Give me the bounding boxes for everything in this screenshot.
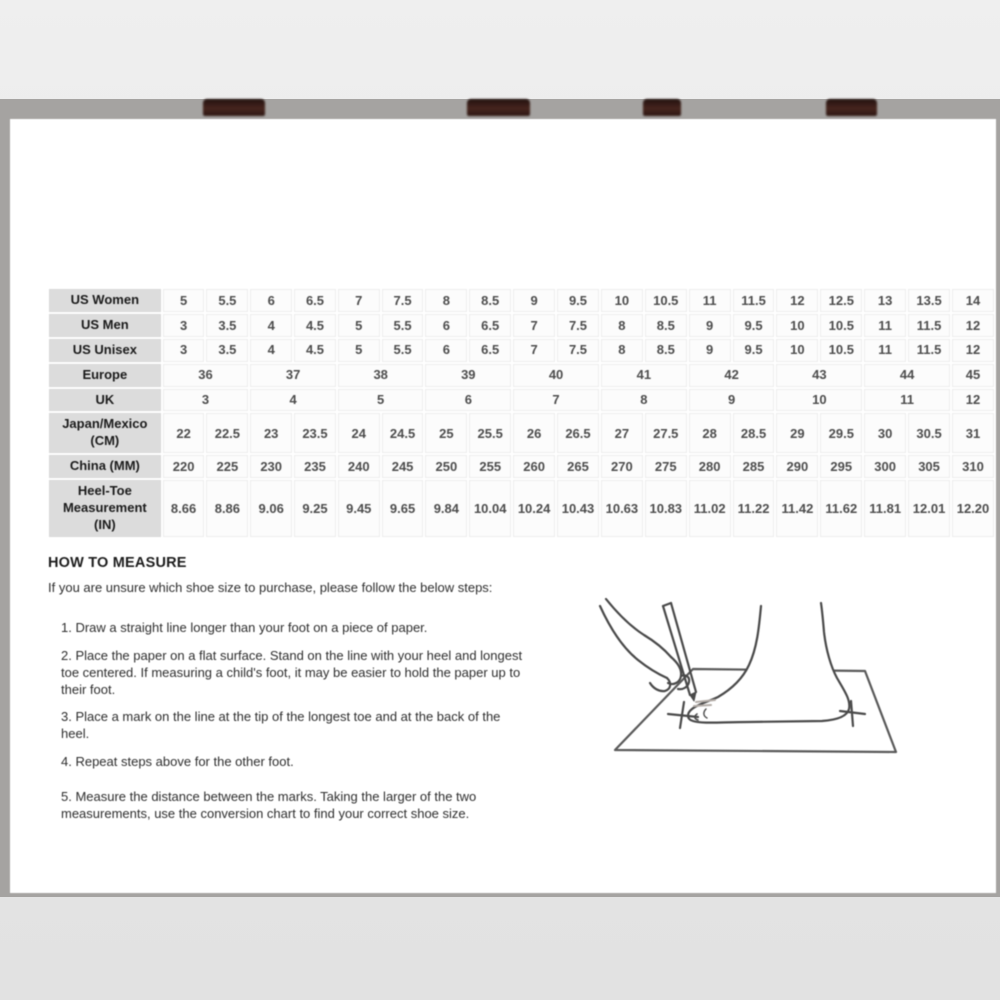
- boot-sole-shape: [203, 99, 265, 116]
- size-value-cell: 10: [776, 314, 818, 337]
- size-value-cell: 3.5: [206, 339, 248, 362]
- how-to-heading: HOW TO MEASURE: [48, 555, 187, 571]
- size-value-cell: 24: [338, 413, 380, 453]
- row-label: US Women: [49, 289, 161, 312]
- size-value-cell: 6.5: [469, 314, 511, 337]
- size-value-cell: 240: [338, 455, 380, 478]
- foot-measurement-illustration: [560, 570, 940, 792]
- size-value-cell: 300: [864, 455, 906, 478]
- hand-thumb: [650, 678, 670, 691]
- size-value-cell: 8: [601, 389, 687, 412]
- size-value-cell: 7: [513, 314, 555, 337]
- size-value-cell: 3: [163, 314, 205, 337]
- size-value-cell: 10.83: [645, 480, 687, 537]
- size-value-cell: 10: [601, 289, 643, 312]
- row-label: UK: [49, 389, 161, 412]
- size-value-cell: 7.5: [557, 314, 599, 337]
- size-value-cell: 255: [469, 455, 511, 478]
- size-value-cell: 11.81: [864, 480, 906, 537]
- table-row: [49, 364, 994, 387]
- size-value-cell: 22: [163, 413, 205, 453]
- size-value-cell: 45: [952, 364, 994, 387]
- size-value-cell: 28: [689, 413, 731, 453]
- size-value-cell: 235: [294, 455, 336, 478]
- size-value-cell: 4.5: [294, 314, 336, 337]
- size-value-cell: 290: [776, 455, 818, 478]
- size-value-cell: 245: [382, 455, 424, 478]
- size-value-cell: 9: [689, 339, 731, 362]
- size-value-cell: 12.20: [952, 480, 994, 537]
- size-value-cell: 29.5: [820, 413, 862, 453]
- size-value-cell: 9.06: [250, 480, 292, 537]
- how-to-step: 5. Measure the distance between the marks. Taking the larger of the two measurements, use the conversion chart to find your correct shoe size.: [61, 789, 477, 822]
- size-value-cell: 9: [513, 289, 555, 312]
- size-value-cell: 6: [425, 389, 511, 412]
- size-value-cell: 11.42: [776, 480, 818, 537]
- size-value-cell: 29: [776, 413, 818, 453]
- size-value-cell: 4: [250, 339, 292, 362]
- size-value-cell: 6: [425, 314, 467, 337]
- size-value-cell: 3: [163, 389, 249, 412]
- size-value-cell: 4: [250, 314, 292, 337]
- size-chart-table: [47, 287, 996, 539]
- size-value-cell: 24.5: [382, 413, 424, 453]
- table-row: [49, 314, 994, 337]
- size-value-cell: 30: [864, 413, 906, 453]
- size-value-cell: 12.5: [820, 289, 862, 312]
- size-value-cell: 4.5: [294, 339, 336, 362]
- size-value-cell: 5: [338, 314, 380, 337]
- size-value-cell: 8.5: [645, 314, 687, 337]
- boot-sole-shape: [826, 99, 877, 116]
- size-value-cell: 8: [601, 339, 643, 362]
- size-value-cell: 9: [689, 389, 775, 412]
- size-value-cell: 6: [250, 289, 292, 312]
- size-value-cell: 265: [557, 455, 599, 478]
- size-value-cell: 230: [250, 455, 292, 478]
- how-to-step: 4. Repeat steps above for the other foot.: [61, 754, 294, 770]
- size-value-cell: 11.02: [689, 480, 731, 537]
- size-value-cell: 6: [425, 339, 467, 362]
- size-value-cell: 12.01: [908, 480, 950, 537]
- size-value-cell: 310: [952, 455, 994, 478]
- foot-outline: [688, 603, 849, 723]
- size-value-cell: 5: [338, 389, 424, 412]
- how-to-steps: [48, 620, 530, 823]
- how-to-step: 1. Draw a straight line longer than your foot on a piece of paper.: [61, 619, 428, 635]
- size-value-cell: 25.5: [469, 413, 511, 453]
- size-value-cell: 275: [645, 455, 687, 478]
- size-value-cell: 5.5: [382, 339, 424, 362]
- size-value-cell: 220: [163, 455, 205, 478]
- row-label: US Unisex: [49, 339, 161, 362]
- size-value-cell: 9.5: [733, 339, 775, 362]
- size-value-cell: 10.24: [513, 480, 555, 537]
- size-value-cell: 37: [250, 364, 336, 387]
- scribble-mark: [694, 705, 711, 706]
- size-value-cell: 8.5: [645, 339, 687, 362]
- size-value-cell: 27.5: [645, 413, 687, 453]
- size-value-cell: 6.5: [469, 339, 511, 362]
- size-value-cell: 305: [908, 455, 950, 478]
- size-value-cell: 11: [864, 389, 950, 412]
- size-value-cell: 25: [425, 413, 467, 453]
- size-value-cell: 11: [689, 289, 731, 312]
- size-value-cell: 44: [864, 364, 950, 387]
- size-value-cell: 280: [689, 455, 731, 478]
- size-value-cell: 295: [820, 455, 862, 478]
- size-value-cell: 10: [776, 389, 862, 412]
- size-value-cell: 23.5: [294, 413, 336, 453]
- size-value-cell: 22.5: [206, 413, 248, 453]
- row-label: China (MM): [49, 455, 161, 478]
- size-value-cell: 11: [864, 339, 906, 362]
- table-row: [49, 480, 994, 537]
- size-value-cell: 9.5: [557, 289, 599, 312]
- size-value-cell: 26.5: [557, 413, 599, 453]
- size-value-cell: 10.63: [601, 480, 643, 537]
- size-value-cell: 11.22: [733, 480, 775, 537]
- size-value-cell: 13: [864, 289, 906, 312]
- size-value-cell: 40: [513, 364, 599, 387]
- size-value-cell: 4: [250, 389, 336, 412]
- size-value-cell: 5.5: [382, 314, 424, 337]
- size-value-cell: 11.5: [908, 314, 950, 337]
- size-value-cell: 7: [513, 339, 555, 362]
- how-to-intro: If you are unsure which shoe size to purchase, please follow the below steps:: [48, 580, 493, 595]
- size-value-cell: 7.5: [557, 339, 599, 362]
- size-value-cell: 11.5: [908, 339, 950, 362]
- size-value-cell: 250: [425, 455, 467, 478]
- size-value-cell: 10.04: [469, 480, 511, 537]
- size-value-cell: 14: [952, 289, 994, 312]
- size-value-cell: 11.62: [820, 480, 862, 537]
- size-value-cell: 41: [601, 364, 687, 387]
- size-value-cell: 5: [163, 289, 205, 312]
- size-value-cell: 23: [250, 413, 292, 453]
- table-row: [49, 455, 994, 478]
- size-value-cell: 5: [338, 339, 380, 362]
- size-value-cell: 12: [952, 314, 994, 337]
- size-value-cell: 11.5: [733, 289, 775, 312]
- pen: [663, 603, 671, 606]
- row-label: Europe: [49, 364, 161, 387]
- size-value-cell: 3.5: [206, 314, 248, 337]
- size-value-cell: 8.66: [163, 480, 205, 537]
- hand-wrist: [606, 599, 671, 657]
- boot-sole-shape: [643, 99, 681, 116]
- size-chart-photo[interactable]: [10, 119, 996, 893]
- size-value-cell: 8: [425, 289, 467, 312]
- size-value-cell: 9.65: [382, 480, 424, 537]
- size-value-cell: 285: [733, 455, 775, 478]
- size-value-cell: 12: [952, 389, 994, 412]
- size-value-cell: 8.5: [469, 289, 511, 312]
- size-value-cell: 11: [864, 314, 906, 337]
- table-row: [49, 389, 994, 412]
- size-value-cell: 270: [601, 455, 643, 478]
- size-value-cell: 9.84: [425, 480, 467, 537]
- size-value-cell: 43: [776, 364, 862, 387]
- size-chart-body: [49, 289, 994, 537]
- size-value-cell: 8.86: [206, 480, 248, 537]
- size-value-cell: 10.5: [645, 289, 687, 312]
- hand-wrist: [600, 606, 667, 678]
- size-value-cell: 30.5: [908, 413, 950, 453]
- size-value-cell: 31: [952, 413, 994, 453]
- how-to-step: 2. Place the paper on a flat surface. Stand on the line with your heel and longest toe centered. If measuring a child's foot, it may be easier to hold the paper up to their foot.: [61, 647, 523, 697]
- size-value-cell: 39: [425, 364, 511, 387]
- size-value-cell: 9: [689, 314, 731, 337]
- table-row: [49, 339, 994, 362]
- size-value-cell: 27: [601, 413, 643, 453]
- size-value-cell: 36: [163, 364, 249, 387]
- size-value-cell: 42: [689, 364, 775, 387]
- size-value-cell: 3: [163, 339, 205, 362]
- size-value-cell: 28.5: [733, 413, 775, 453]
- size-value-cell: 5.5: [206, 289, 248, 312]
- size-value-cell: 10: [776, 339, 818, 362]
- size-value-cell: 12: [776, 289, 818, 312]
- size-value-cell: 6.5: [294, 289, 336, 312]
- size-value-cell: 9.5: [733, 314, 775, 337]
- size-value-cell: 9.45: [338, 480, 380, 537]
- how-to-measure-section: [48, 555, 530, 834]
- size-value-cell: 9.25: [294, 480, 336, 537]
- table-row: [49, 413, 994, 453]
- size-value-cell: 26: [513, 413, 555, 453]
- table-row: [49, 289, 994, 312]
- size-value-cell: 12: [952, 339, 994, 362]
- size-value-cell: 7: [338, 289, 380, 312]
- size-value-cell: 260: [513, 455, 555, 478]
- row-label: Heel-Toe Measurement (IN): [49, 480, 161, 537]
- size-value-cell: 10.5: [820, 314, 862, 337]
- size-value-cell: 10.43: [557, 480, 599, 537]
- how-to-step: 3. Place a mark on the line at the tip of the longest toe and at the back of the heel.: [61, 709, 501, 742]
- size-value-cell: 225: [206, 455, 248, 478]
- size-value-cell: 13.5: [908, 289, 950, 312]
- size-value-cell: 7.5: [382, 289, 424, 312]
- size-value-cell: 10.5: [820, 339, 862, 362]
- size-value-cell: 7: [513, 389, 599, 412]
- size-value-cell: 38: [338, 364, 424, 387]
- row-label: US Men: [49, 314, 161, 337]
- previous-photo-edge-band: [0, 99, 1000, 119]
- boot-sole-shape: [467, 99, 530, 116]
- row-label: Japan/Mexico (CM): [49, 413, 161, 453]
- size-value-cell: 8: [601, 314, 643, 337]
